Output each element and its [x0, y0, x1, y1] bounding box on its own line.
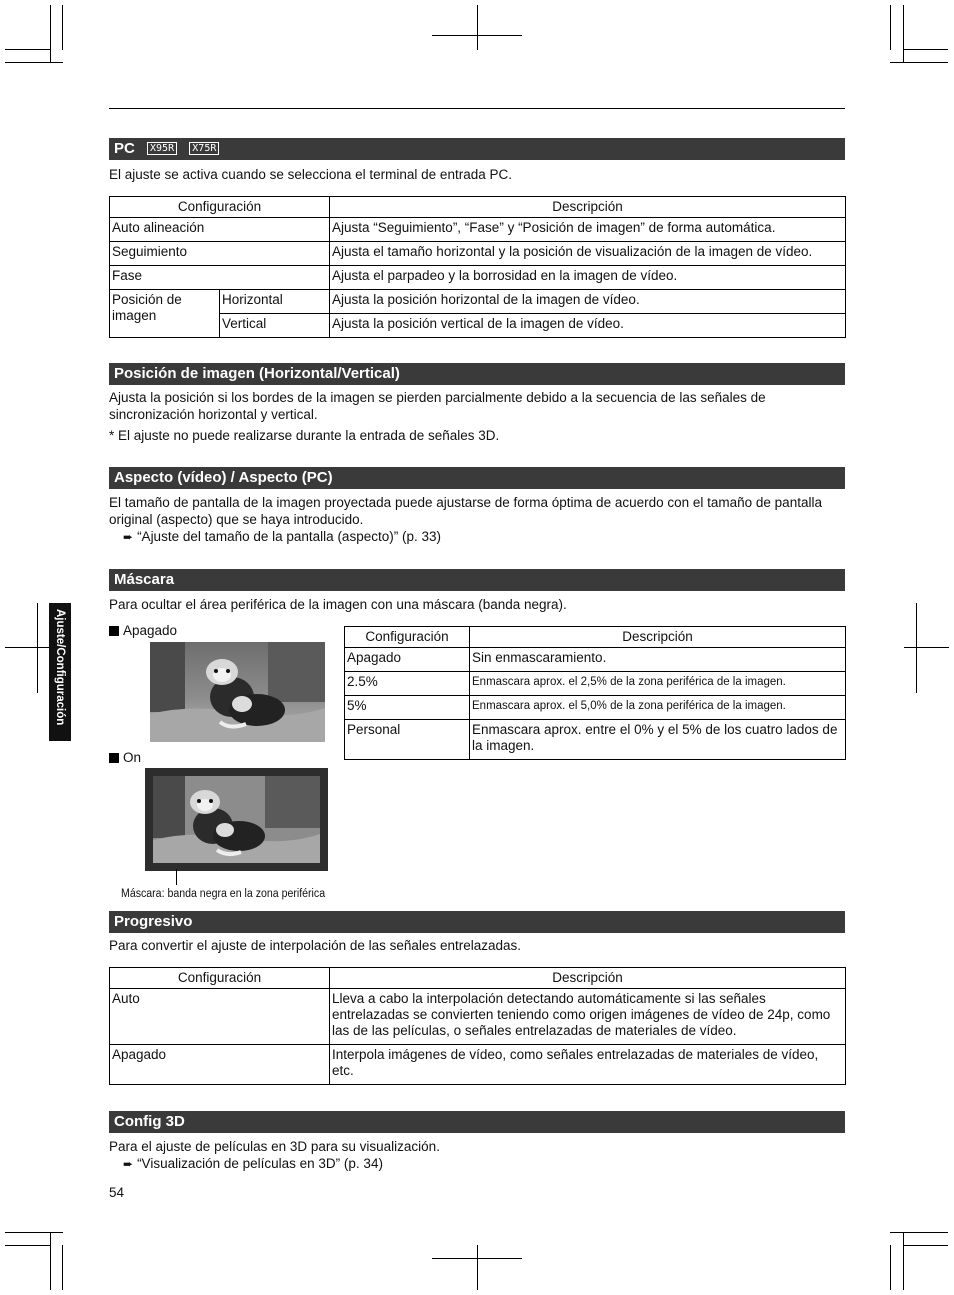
aspect-ref-link[interactable]: “Ajuste del tamaño de la pantalla (aspecto)” (p. 33) [137, 529, 441, 544]
desc-cell: Ajusta el parpadeo y la borrosidad en la imagen de vídeo. [330, 266, 846, 290]
mask-on-label: On [109, 749, 229, 766]
progressive-settings-table [109, 967, 846, 1085]
side-tab [49, 603, 71, 741]
section-header-progressive [109, 911, 845, 933]
setting-cell: 2.5% [345, 672, 470, 696]
photo-illustration [150, 642, 325, 742]
image-position-note: * El ajuste no puede realizarse durante la entrada de señales 3D. [109, 428, 500, 443]
section-title: Aspecto (vídeo) / Aspecto (PC) [114, 469, 333, 486]
square-bullet-icon [109, 753, 119, 763]
section-header-aspect [109, 467, 845, 489]
model-badge-x75r: X75R [189, 142, 219, 155]
table-row [110, 1045, 846, 1085]
table-row [110, 218, 846, 242]
setting-cell: Auto alineación [110, 218, 330, 242]
side-tab-label: Ajuste/Configuración [54, 609, 66, 726]
header-cell: Descripción [330, 197, 846, 218]
header-cell: Descripción [330, 968, 846, 989]
desc-cell: Ajusta el tamaño horizontal y la posición de visualización de la imagen de vídeo. [330, 242, 846, 266]
page-number: 54 [109, 1185, 125, 1200]
config3d-text: Para el ajuste de películas en 3D para su visualización. [109, 1139, 440, 1154]
square-bullet-icon [109, 626, 119, 636]
section-title: Config 3D [114, 1113, 185, 1130]
aspect-reference [123, 528, 863, 546]
table-header [110, 197, 846, 218]
table-row [110, 266, 846, 290]
arrow-right-icon: ➨ [123, 530, 134, 544]
arrow-right-icon: ➨ [123, 1157, 134, 1171]
header-cell: Configuración [110, 197, 330, 218]
group-cell: Posición de imagen [110, 290, 220, 338]
mask-settings-table [344, 626, 846, 760]
desc-cell: Interpola imágenes de vídeo, como señales entrelazadas de materiales de vídeo, etc. [330, 1045, 846, 1085]
image-position-text: Ajusta la posición si los bordes de la imagen se pierden parcialmente debido a la secuencia de las señales de sincronización horizontal y vertical. [109, 390, 766, 422]
table-row [345, 720, 846, 760]
setting-cell: Apagado [345, 648, 470, 672]
desc-cell: Enmascara aprox. el 2,5% de la zona periférica de la imagen. [470, 672, 846, 696]
setting-cell: Auto [110, 989, 330, 1045]
desc-cell: Lleva a cabo la interpolación detectando automáticamente si las señales entrelazadas se convierten teniendo como origen imágenes de vídeo de 24p, como las de las películas, o señales entrelazadas de materiales de vídeo. [330, 989, 846, 1045]
table-row [345, 672, 846, 696]
header-cell: Descripción [470, 627, 846, 648]
setting-cell: Horizontal [220, 290, 330, 314]
desc-cell: Ajusta la posición horizontal de la imagen de vídeo. [330, 290, 846, 314]
pc-settings-table [109, 196, 846, 338]
mask-pointer-line [176, 869, 177, 885]
mask-text: Para ocultar el área periférica de la imagen con una máscara (banda negra). [109, 597, 567, 612]
red-panda-photo-masked [145, 768, 328, 871]
section-title: Progresivo [114, 913, 193, 930]
table-row [110, 314, 846, 338]
model-badge-x95r: X95R [147, 142, 177, 155]
section-title: PC [114, 140, 135, 157]
pc-intro: El ajuste se activa cuando se selecciona el terminal de entrada PC. [109, 167, 512, 182]
setting-cell: Apagado [110, 1045, 330, 1085]
setting-cell: Seguimiento [110, 242, 330, 266]
section-title: Posición de imagen (Horizontal/Vertical) [114, 365, 400, 382]
red-panda-photo-unmasked [150, 642, 325, 742]
table-row [110, 290, 846, 314]
desc-cell: Enmascara aprox. entre el 0% y el 5% de los cuatro lados de la imagen. [470, 720, 846, 760]
setting-cell: 5% [345, 696, 470, 720]
table-header [110, 968, 846, 989]
desc-cell: Sin enmascaramiento. [470, 648, 846, 672]
header-cell: Configuración [110, 968, 330, 989]
table-row [345, 696, 846, 720]
photo-illustration [145, 768, 328, 871]
section-header-pc [109, 138, 845, 160]
table-row [345, 648, 846, 672]
desc-cell: Enmascara aprox. el 5,0% de la zona periférica de la imagen. [470, 696, 846, 720]
config3d-ref-link[interactable]: “Visualización de películas en 3D” (p. 34) [137, 1156, 383, 1171]
header-cell: Configuración [345, 627, 470, 648]
mask-caption: Máscara: banda negra en la zona periférica [121, 888, 326, 900]
setting-cell: Personal [345, 720, 470, 760]
section-header-image-position [109, 363, 845, 385]
section-header-config-3d [109, 1111, 845, 1133]
table-row [110, 989, 846, 1045]
header-rule [109, 108, 845, 109]
setting-cell: Fase [110, 266, 330, 290]
desc-cell: Ajusta “Seguimiento”, “Fase” y “Posición de imagen” de forma automática. [330, 218, 846, 242]
mask-off-label: Apagado [109, 622, 229, 639]
section-header-mask [109, 569, 845, 591]
table-header [345, 627, 846, 648]
config3d-reference [123, 1155, 863, 1173]
progressive-text: Para convertir el ajuste de interpolación de las señales entrelazadas. [109, 938, 521, 953]
desc-cell: Ajusta la posición vertical de la imagen de vídeo. [330, 314, 846, 338]
aspect-text: El tamaño de pantalla de la imagen proyectada puede ajustarse de forma óptima de acuerdo con el tamaño de pantalla original (aspecto) que se haya introducido. [109, 495, 822, 527]
setting-cell: Vertical [220, 314, 330, 338]
table-row [110, 242, 846, 266]
section-title: Máscara [114, 571, 175, 588]
